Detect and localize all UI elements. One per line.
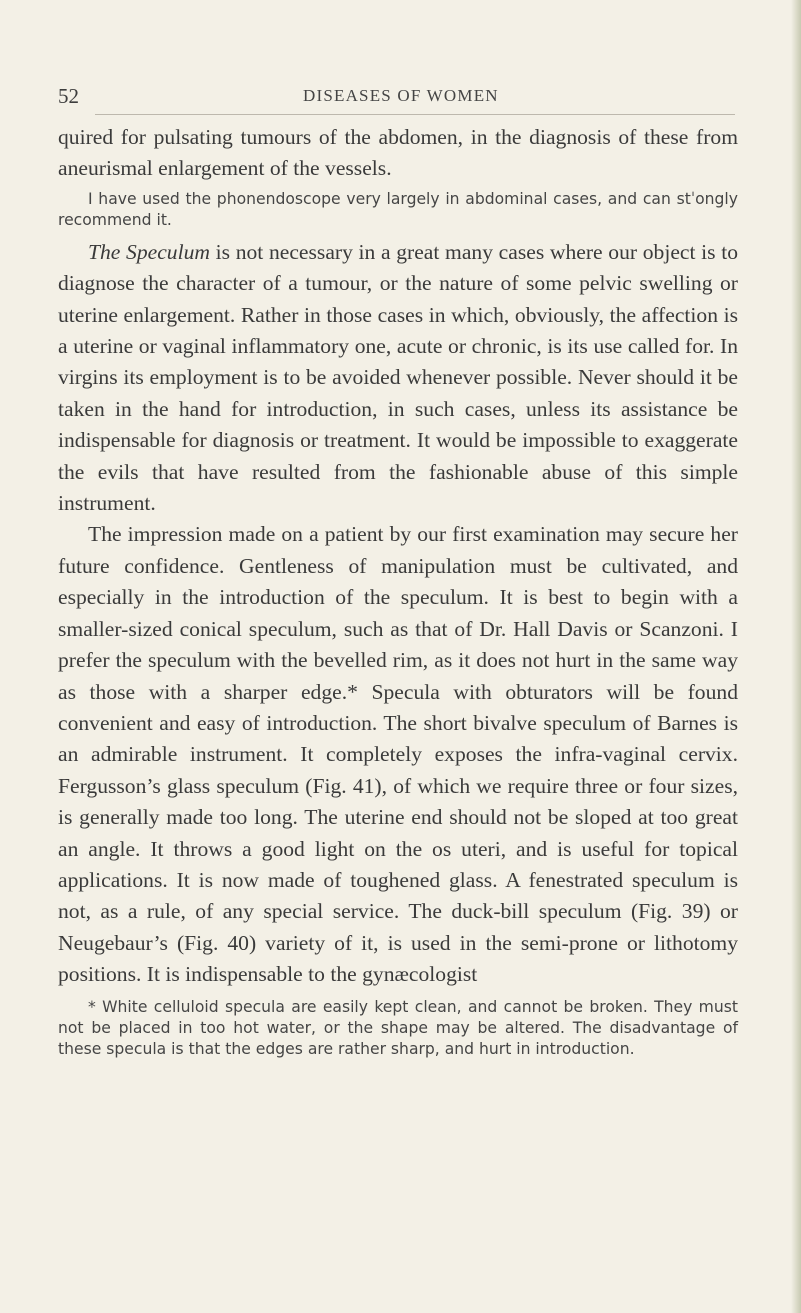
section-term: The Speculum bbox=[88, 239, 210, 264]
footnote: * White celluloid specula are easily kept clean, and cannot be broken. They must not be placed in too hot water, or the shape may be altered. The disadvantage of these specula is that the edges are rather sharp, and hurt in introduction. bbox=[58, 997, 738, 1058]
page-header bbox=[58, 84, 758, 114]
body-text bbox=[58, 122, 738, 1060]
running-head: DISEASES OF WOMEN bbox=[303, 86, 499, 105]
paragraph-continued: quired for pulsating tumours of the abdomen, in the diagnosis of these from aneurismal enlargement of the vessels. bbox=[58, 125, 738, 181]
header-rule bbox=[95, 114, 735, 115]
paragraph-impression: The impression made on a patient by our first examination may secure her future confidence. Gentleness of manipulation must be cultivated, and especially in the introduction of the speculum. It is best to begin with a smaller-sized conical speculum, such as that of Dr. Hall Davis or Scanzoni. I prefer the speculum with the bevelled rim, as it does not hurt in the same way as those with a sharper edge.* Specula with obturators will be found convenient and easy of introduction. The short bivalve speculum of Barnes is an admirable instrument. It completely exposes the infra-vaginal cervix. Fergusson’s glass speculum (Fig. 41), of which we require three or four sizes, is generally made too long. The uterine end should not be sloped at too great an angle. It throws a good light on the os uteri, and is useful for topical applications. It is now made of toughened glass. A fenestrated speculum is not, as a rule, of any special service. The duck-bill speculum (Fig. 39) or Neugebaur’s (Fig. 40) variety of it, is used in the semi-prone or lithotomy positions. It is indispensable to the gynæcologist bbox=[58, 522, 738, 987]
paragraph-speculum-text: is not necessary in a great many cases where our object is to diagnose the character of a tumour, or the nature of some pelvic swelling or uterine enlargement. Rather in those cases in which, obviously, the affection is a uterine or vaginal inflammatory one, acute or chronic, is its use called for. In virgins its employment is to be avoided whenever possible. Never should it be taken in the hand for introduction, in such cases, unless its assistance be indispensable for diagnosis or treatment. It would be impossible to exaggerate the evils that have resulted from the fashionable abuse of this simple instrument. bbox=[58, 239, 738, 516]
page-number: 52 bbox=[58, 84, 79, 108]
page-edge bbox=[791, 0, 801, 1313]
paragraph-speculum bbox=[58, 237, 738, 520]
author-note: I have used the phonendoscope very largely in abdominal cases, and can stˈongly recommend it. bbox=[58, 189, 738, 229]
